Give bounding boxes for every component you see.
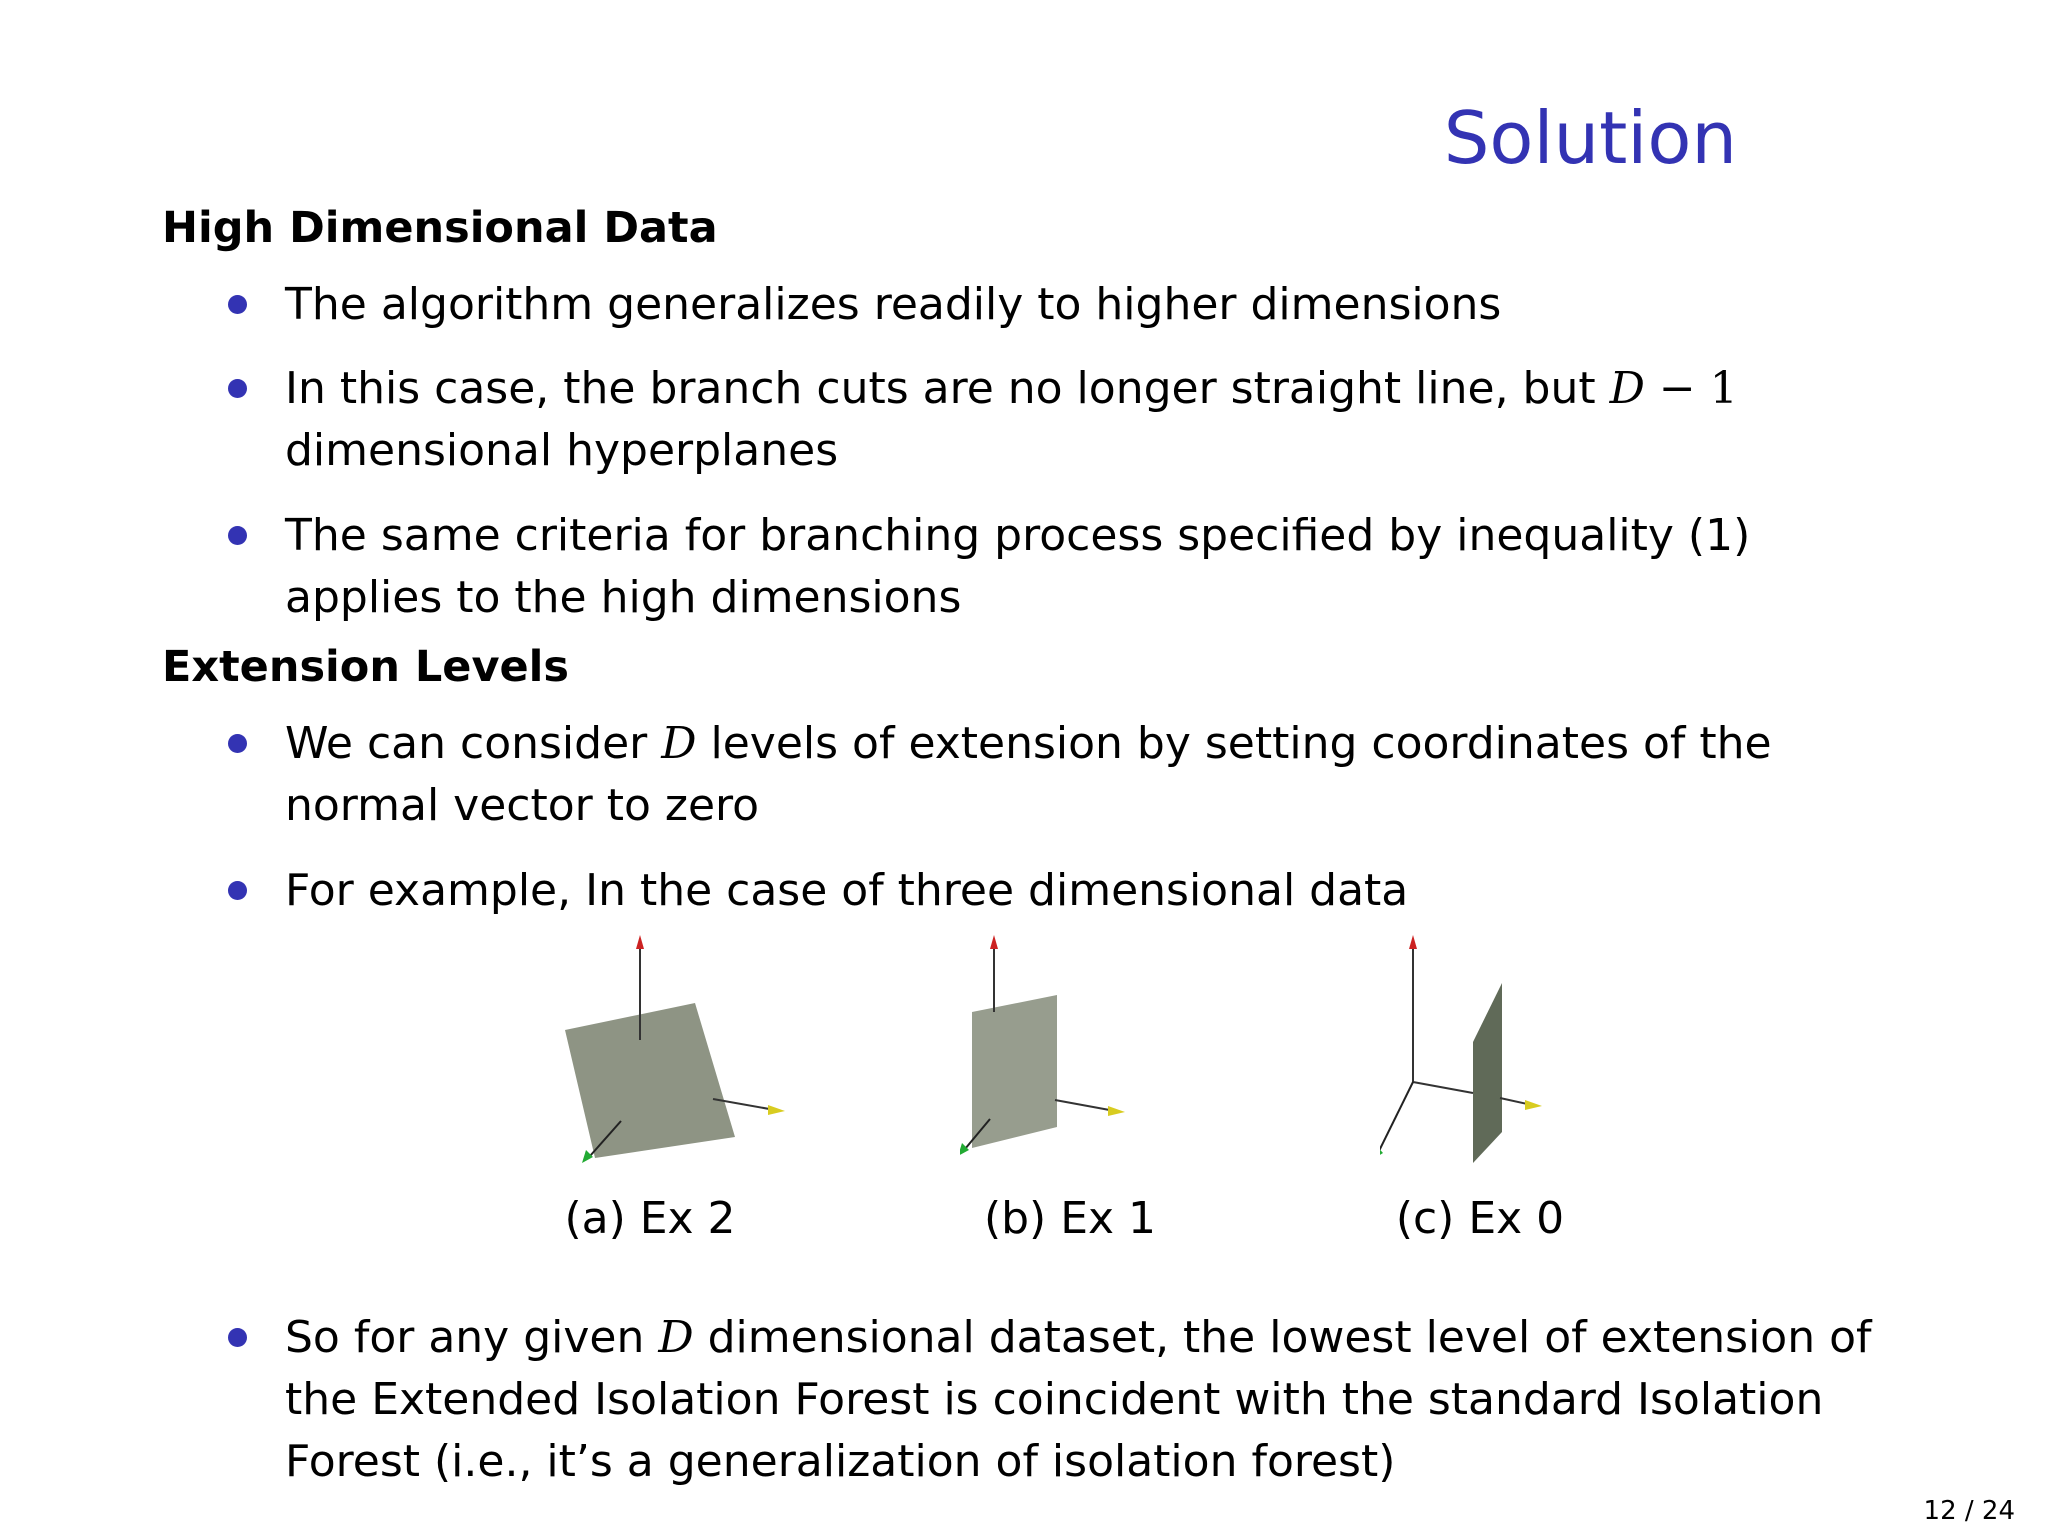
figure-ex1 [960, 935, 1260, 1265]
bullet-text [285, 713, 1792, 837]
bullet-icon [228, 1328, 247, 1347]
bullet-text-tail: dimensional hyperplanes [285, 425, 839, 476]
bullet-icon [228, 881, 247, 900]
bullet-text [285, 358, 1952, 482]
figure-ex2 [540, 935, 840, 1265]
bullet-item [232, 505, 1912, 629]
bullet-icon [228, 526, 247, 545]
hyperplane-ex1-icon [960, 935, 1220, 1175]
bullet-text: The algorithm generalizes readily to higher dimensions [285, 279, 1502, 330]
figure-caption: (a) Ex 2 [564, 1193, 736, 1244]
section-heading-extension-levels: Extension Levels [162, 642, 569, 692]
bullet-text: For example, In the case of three dimensional data [285, 865, 1409, 916]
bullet-text-tail: dimensional dataset, the lowest level of extension of the Extended Isolation Forest is coincident with the standard Isolation Forest (i.e., it’s a generalization of isolation forest) [285, 1312, 1872, 1487]
page-number: 12 / 24 [1923, 1496, 2015, 1526]
bullet-text-lead: We can consider [285, 718, 662, 769]
bullet-item [232, 1307, 1872, 1493]
math-variable-d: D [658, 1312, 694, 1363]
math-variable-d: D [661, 718, 697, 769]
hyperplane-ex2-icon [540, 935, 800, 1175]
section-heading-high-dimensional-data: High Dimensional Data [162, 203, 718, 253]
figure-caption: (b) Ex 1 [983, 1193, 1157, 1244]
bullet-icon [228, 734, 247, 753]
bullet-item [232, 713, 1792, 837]
bullet-text-lead: So for any given [285, 1312, 659, 1363]
bullet-item [232, 274, 1952, 336]
figure-row [540, 935, 1640, 1265]
bullet-text [285, 1307, 1872, 1493]
bullet-icon [228, 295, 247, 314]
math-variable-d: D [1609, 363, 1645, 414]
slide-title: Solution [1443, 96, 1737, 180]
bullet-text-lead: In this case, the branch cuts are no longer straight line, but [285, 363, 1610, 414]
bullet-icon [228, 379, 247, 398]
bullet-text-tail: levels of extension by setting coordinates of the normal vector to zero [285, 718, 1772, 831]
figure-ex0 [1380, 935, 1680, 1265]
bullet-item [232, 860, 1952, 922]
bullet-text: The same criteria for branching process specified by inequality (1) applies to the high dimensions [285, 510, 1751, 623]
bullet-item [232, 358, 1952, 482]
figure-caption: (c) Ex 0 [1395, 1193, 1565, 1244]
hyperplane-ex0-icon [1380, 935, 1640, 1175]
math-expression: − 1 [1644, 363, 1738, 414]
